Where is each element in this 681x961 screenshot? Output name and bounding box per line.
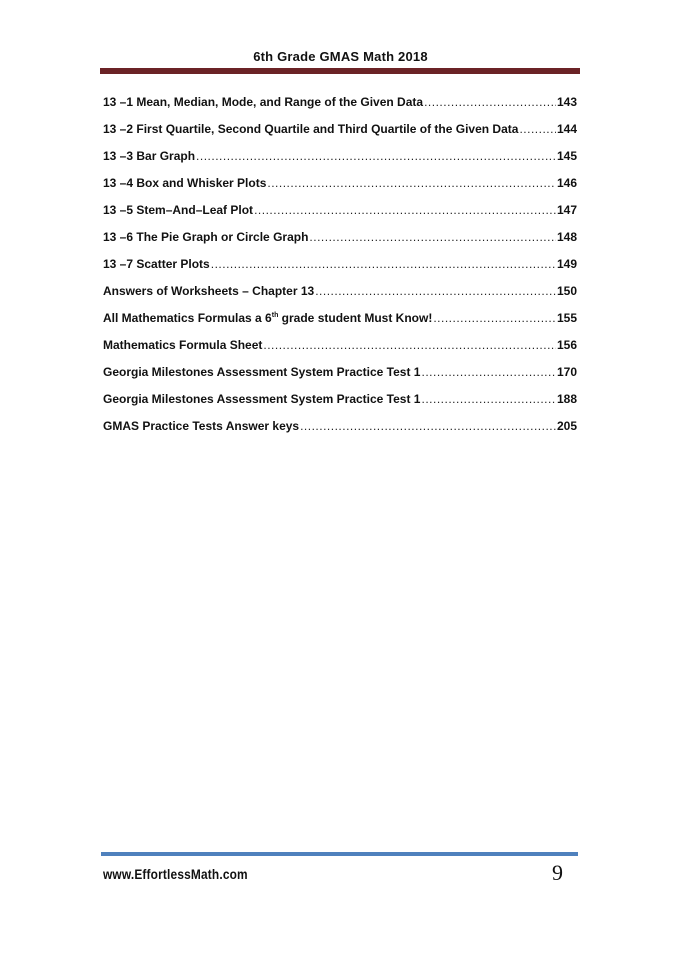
dot-leader bbox=[300, 419, 556, 433]
toc-entry-title: GMAS Practice Tests Answer keys bbox=[103, 419, 300, 433]
toc-entry-page: 155 bbox=[556, 311, 577, 325]
dot-leader bbox=[196, 149, 556, 163]
toc-entry-title-post: grade student Must Know! bbox=[278, 311, 433, 325]
toc-entry-page: 188 bbox=[556, 392, 577, 406]
dot-leader bbox=[421, 392, 555, 406]
toc-entry-page: 147 bbox=[556, 203, 577, 217]
toc-entry-page: 146 bbox=[556, 176, 577, 190]
toc-entry[interactable] bbox=[103, 122, 577, 149]
toc-entry-page: 145 bbox=[556, 149, 577, 163]
toc-entry-title: Georgia Milestones Assessment System Practice Test 1 bbox=[103, 365, 421, 379]
toc-entry-title: 13 –3 Bar Graph bbox=[103, 149, 196, 163]
toc-entry-page: 156 bbox=[556, 338, 577, 352]
toc-entry-title: 13 –1 Mean, Median, Mode, and Range of the Given Data bbox=[103, 95, 424, 109]
dot-leader bbox=[254, 203, 556, 217]
toc-entry[interactable] bbox=[103, 392, 577, 419]
toc-entry[interactable] bbox=[103, 257, 577, 284]
toc-entry-title bbox=[103, 311, 432, 325]
toc-entry-page: 170 bbox=[556, 365, 577, 379]
toc-entry[interactable] bbox=[103, 311, 577, 338]
dot-leader bbox=[424, 95, 556, 109]
toc-entry-page: 143 bbox=[556, 95, 577, 109]
dot-leader bbox=[211, 257, 556, 271]
toc-entry[interactable] bbox=[103, 95, 577, 122]
toc-entry-page: 150 bbox=[556, 284, 577, 298]
toc-entry-page: 144 bbox=[556, 122, 577, 136]
footer-website-link[interactable]: www.EffortlessMath.com bbox=[103, 866, 248, 882]
footer-divider bbox=[101, 852, 578, 856]
toc-entry-title: 13 –4 Box and Whisker Plots bbox=[103, 176, 267, 190]
dot-leader bbox=[309, 230, 556, 244]
toc-entry-page: 148 bbox=[556, 230, 577, 244]
dot-leader bbox=[421, 365, 555, 379]
dot-leader bbox=[263, 338, 556, 352]
dot-leader bbox=[315, 284, 556, 298]
toc-entry[interactable] bbox=[103, 284, 577, 311]
toc-entry[interactable] bbox=[103, 365, 577, 392]
header-divider bbox=[100, 68, 580, 74]
toc-entry-title: Answers of Worksheets – Chapter 13 bbox=[103, 284, 315, 298]
ordinal-superscript: th bbox=[271, 312, 279, 319]
toc-entry-title-pre: All Mathematics Formulas a 6 bbox=[103, 311, 272, 325]
toc-entry[interactable] bbox=[103, 419, 577, 446]
toc-entry[interactable] bbox=[103, 338, 577, 365]
dot-leader bbox=[433, 311, 556, 325]
toc-entry[interactable] bbox=[103, 176, 577, 203]
table-of-contents bbox=[103, 95, 577, 446]
toc-entry-title: 13 –5 Stem–And–Leaf Plot bbox=[103, 203, 254, 217]
toc-entry[interactable] bbox=[103, 203, 577, 230]
toc-entry-title: 13 –7 Scatter Plots bbox=[103, 257, 210, 271]
toc-entry-title: Mathematics Formula Sheet bbox=[103, 338, 263, 352]
dot-leader bbox=[267, 176, 556, 190]
toc-entry-page: 205 bbox=[556, 419, 577, 433]
toc-entry-page: 149 bbox=[556, 257, 577, 271]
toc-entry[interactable] bbox=[103, 149, 577, 176]
toc-entry-title: Georgia Milestones Assessment System Practice Test 1 bbox=[103, 392, 421, 406]
toc-entry[interactable] bbox=[103, 230, 577, 257]
toc-entry-title: 13 –2 First Quartile, Second Quartile and Third Quartile of the Given Data bbox=[103, 122, 519, 136]
toc-entry-title: 13 –6 The Pie Graph or Circle Graph bbox=[103, 230, 309, 244]
running-header-title: 6th Grade GMAS Math 2018 bbox=[253, 49, 428, 64]
dot-leader bbox=[519, 122, 556, 136]
page-number: 9 bbox=[552, 860, 563, 885]
